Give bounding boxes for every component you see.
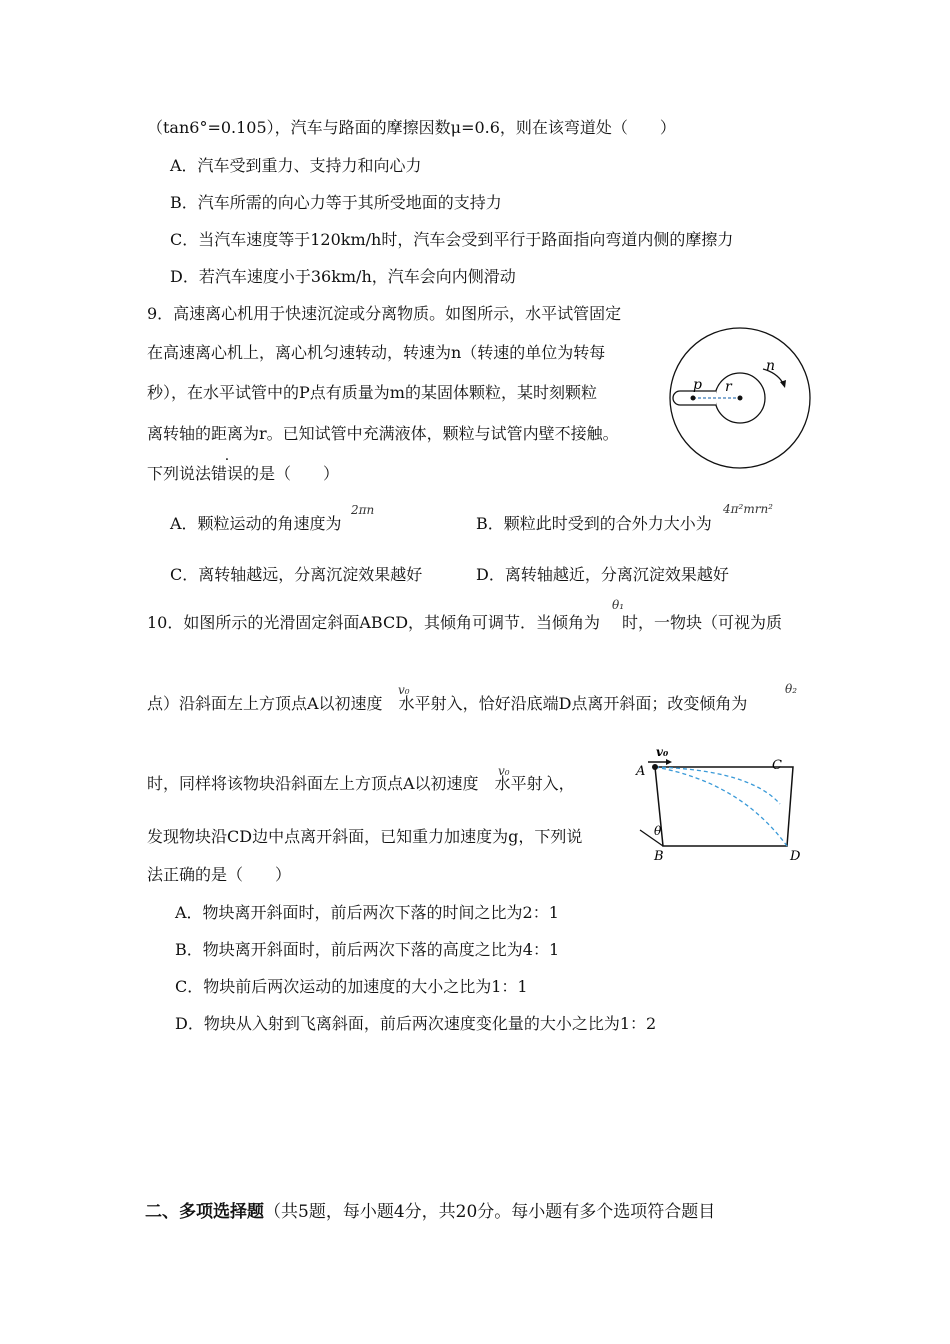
q10-line-2 bbox=[147, 694, 747, 714]
q8-option-d: D．若汽车速度小于36km/h，汽车会向内侧滑动 bbox=[170, 267, 516, 286]
label-p: p bbox=[693, 377, 702, 393]
section-heading bbox=[145, 1202, 715, 1222]
q8-option-c: C．当汽车速度等于120km/h时，汽车会受到平行于路面指向弯道内侧的摩擦力 bbox=[170, 230, 734, 249]
emphasis-text: 错误 bbox=[211, 464, 244, 483]
formula-force: 4π²mrn² bbox=[723, 502, 773, 516]
q9-line-1: 9．高速离心机用于快速沉淀或分离物质。如图所示，水平试管固定 bbox=[147, 304, 622, 323]
q10-option-d: D．物块从入射到飞离斜面，前后两次速度变化量的大小之比为1：2 bbox=[175, 1014, 657, 1033]
q8-option-b: B．汽车所需的向心力等于其所受地面的支持力 bbox=[170, 193, 502, 212]
label-c: C bbox=[772, 758, 782, 773]
text: 下列说法 bbox=[147, 464, 212, 483]
theta2: θ₂ bbox=[785, 682, 798, 696]
q9-line-5 bbox=[147, 464, 339, 484]
text: 时，一物块（可视为质 bbox=[622, 613, 783, 632]
label-b: B bbox=[654, 849, 664, 864]
centrifuge-figure bbox=[660, 325, 815, 475]
label-d: D bbox=[790, 849, 801, 864]
q8-stem-tail: （tan6°=0.105），汽车与路面的摩擦因数μ=0.6，则在该弯道处（ ） bbox=[147, 118, 676, 137]
q9-option-d: D．离转轴越近，分离沉淀效果越好 bbox=[476, 565, 729, 584]
text: 10．如图所示的光滑固定斜面ABCD，其倾角可调节．当倾角为 bbox=[147, 613, 601, 632]
q10-line-4: 发现物块沿CD边中点离开斜面，已知重力加速度为g，下列说 bbox=[147, 827, 583, 846]
q9-line-4: 离转轴的距离为r。已知试管中充满液体，颗粒与试管内壁不接触。 bbox=[147, 424, 619, 443]
v0: v₀ bbox=[398, 683, 410, 697]
section-title: 二、多项选择题 bbox=[145, 1202, 264, 1222]
q10-option-b: B．物块离开斜面时，前后两次下落的高度之比为4：1 bbox=[175, 940, 560, 959]
label-v0: v₀ bbox=[656, 745, 669, 759]
q9-option-c: C．离转轴越远，分离沉淀效果越好 bbox=[170, 565, 423, 584]
q10-line-3 bbox=[147, 774, 575, 794]
q10-option-c: C．物块前后两次运动的加速度的大小之比为1：1 bbox=[175, 977, 528, 996]
text: 的是（ ） bbox=[243, 464, 340, 483]
q9-line-3: 秒），在水平试管中的P点有质量为m的某固体颗粒，某时刻颗粒 bbox=[147, 383, 597, 402]
label-r: r bbox=[725, 379, 732, 395]
incline-figure bbox=[630, 742, 810, 864]
formula-2pin: 2πn bbox=[351, 503, 375, 517]
label-n: n bbox=[766, 358, 776, 374]
section-description: （共5题，每小题4分，共20分。每小题有多个选项符合题目 bbox=[264, 1202, 716, 1222]
theta1: θ₁ bbox=[612, 598, 625, 612]
text: 水平射入，恰好沿底端D点离开斜面；改变倾角为 bbox=[398, 694, 748, 713]
q10-line-5: 法正确的是（ ） bbox=[147, 865, 292, 884]
q8-option-a: A．汽车受到重力、支持力和向心力 bbox=[170, 156, 422, 175]
label-theta: θ bbox=[654, 824, 662, 838]
q9-option-b: B．颗粒此时受到的合外力大小为 bbox=[476, 514, 712, 533]
v0: v₀ bbox=[498, 764, 510, 778]
text: 点）沿斜面左上方顶点A以初速度 bbox=[147, 694, 383, 713]
text: 水平射入， bbox=[494, 774, 575, 793]
q10-line-1 bbox=[147, 613, 782, 633]
q10-option-a: A．物块离开斜面时，前后两次下落的时间之比为2：1 bbox=[175, 903, 559, 922]
q9-option-a: A．颗粒运动的角速度为 bbox=[170, 514, 342, 533]
text: 时，同样将该物块沿斜面左上方顶点A以初速度 bbox=[147, 774, 479, 793]
q9-line-2: 在高速离心机上，离心机匀速转动，转速为n（转速的单位为转每 bbox=[147, 343, 606, 362]
label-a: A bbox=[636, 764, 646, 779]
